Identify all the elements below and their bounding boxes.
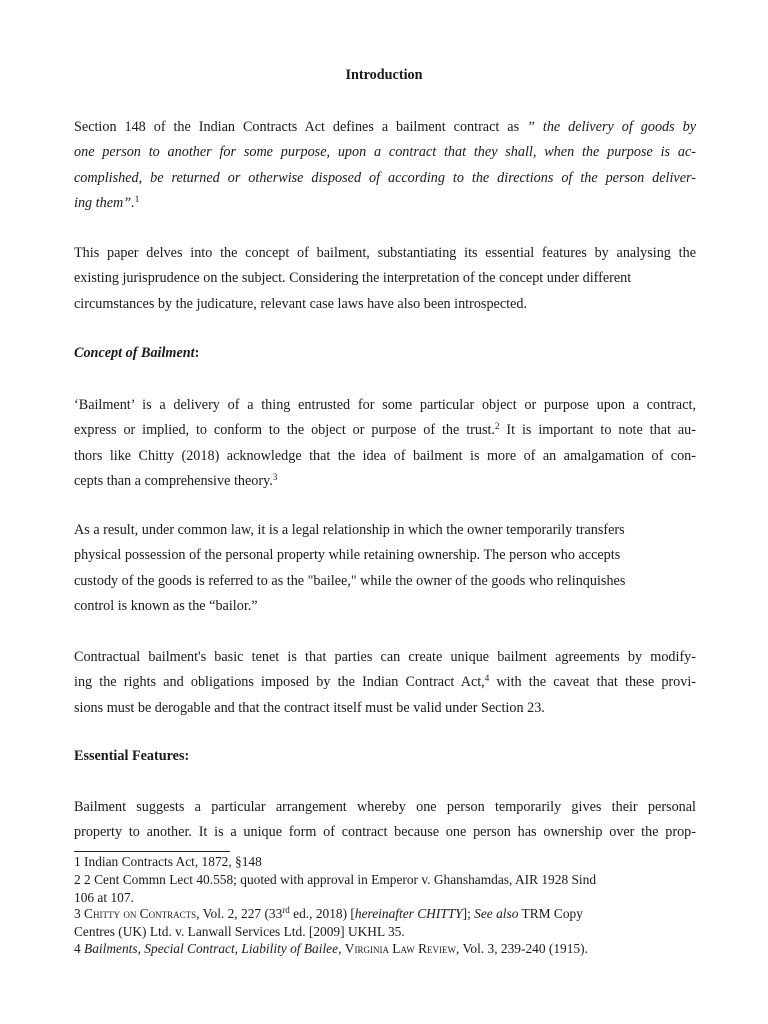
- paragraph-line: one person to another for some purpose, upon a contract that they shall, when the purpose is ac-: [74, 144, 696, 161]
- paragraph-concept: [74, 393, 696, 495]
- paragraph-line: complished, be returned or otherwise disposed of according to the directions of the person deliver-: [74, 169, 696, 186]
- section-title: Introduction: [345, 67, 423, 83]
- heading-concept-of-bailment: Concept of Bailment:: [74, 345, 200, 361]
- paragraph-line: thors like Chitty (2018) acknowledge that the idea of bailment is more of an amalgamation of con-: [74, 447, 696, 464]
- paragraph-common-law: [74, 518, 696, 620]
- paragraph-line: Bailment suggests a particular arrangement whereby one person temporarily gives their personal: [74, 799, 696, 815]
- footnote-divider: [74, 851, 230, 852]
- heading-essential-features: Essential Features:: [74, 748, 190, 764]
- paragraph-line: As a result, under common law, it is a legal relationship in which the owner temporarily transfers: [74, 522, 625, 538]
- footnote-2: [74, 871, 696, 906]
- paragraph-contractual: [74, 645, 696, 721]
- paragraph-essential: [74, 795, 696, 846]
- footnote-ref[interactable]: 3: [272, 472, 278, 483]
- paragraph-line: Section 148 of the Indian Contracts Act defines a bailment contract as ” the delivery of goods by: [74, 119, 696, 135]
- paragraph-line: cepts than a comprehensive theory.$^3$: [74, 472, 278, 490]
- paragraph-line: express or implied, to conform to the object or purpose of the trust.$^2$ It is important to note that au-: [74, 421, 696, 439]
- footnote-ref[interactable]: 4: [484, 673, 490, 684]
- footnote-1: 1 Indian Contracts Act, 1872, §148: [74, 854, 262, 869]
- footnote-line: Centres (UK) Ltd. v. Lanwall Services Ltd. [2009] UKHL 35.: [74, 923, 405, 939]
- footnote-line: 106 at 107.: [74, 889, 134, 905]
- paragraph-line: This paper delves into the concept of bailment, substantiating its essential features by analysing the: [74, 245, 696, 261]
- footnote-line: 3 Chitty on Contracts, Vol. 2, 227 (33rd ed., 2018) [hereinafter CHITTY]; See also TRM Copy: [74, 905, 583, 921]
- footnote-line: 2 2 Cent Commn Lect 40.558; quoted with approval in Emperor v. Ghanshamdas, AIR 1928 Sind: [74, 872, 597, 887]
- paragraph-line: sions must be derogable and that the contract itself must be valid under Section 23.: [74, 699, 545, 716]
- footnote-ref[interactable]: 1: [134, 194, 140, 205]
- paragraph-definition: [74, 115, 696, 217]
- paragraph-line: Contractual bailment's basic tenet is that parties can create unique bailment agreements by modify-: [74, 649, 696, 665]
- paragraph-line: ing the rights and obligations imposed by the Indian Contract Act,$^4$ with the caveat that these provi-: [74, 673, 696, 691]
- paragraph-overview: [74, 241, 696, 317]
- footnote-4: 4 Bailments, Special Contract, Liability of Bailee, Virginia Law Review, Vol. 3, 239-240 (1915).: [74, 941, 588, 956]
- footnote-3: [74, 905, 696, 940]
- paragraph-line: physical possession of the personal property while retaining ownership. The person who accepts: [74, 547, 621, 564]
- paragraph-line: circumstances by the judicature, relevant case laws have also been introspected.: [74, 295, 528, 312]
- paragraph-line: property to another. It is a unique form of contract because one person has ownership over the prop-: [74, 824, 696, 841]
- paragraph-line: custody of the goods is referred to as the "bailee," while the owner of the goods who relinquishes: [74, 572, 626, 589]
- footnote-ref[interactable]: 2: [494, 421, 500, 432]
- paragraph-line: existing jurisprudence on the subject. Considering the interpretation of the concept under different: [74, 270, 632, 287]
- paragraph-line: ing them”.$^1$: [74, 194, 140, 212]
- paragraph-line: ‘Bailment’ is a delivery of a thing entrusted for some particular object or purpose upon a contract,: [74, 397, 696, 413]
- paragraph-line: control is known as the “bailor.”: [74, 598, 258, 615]
